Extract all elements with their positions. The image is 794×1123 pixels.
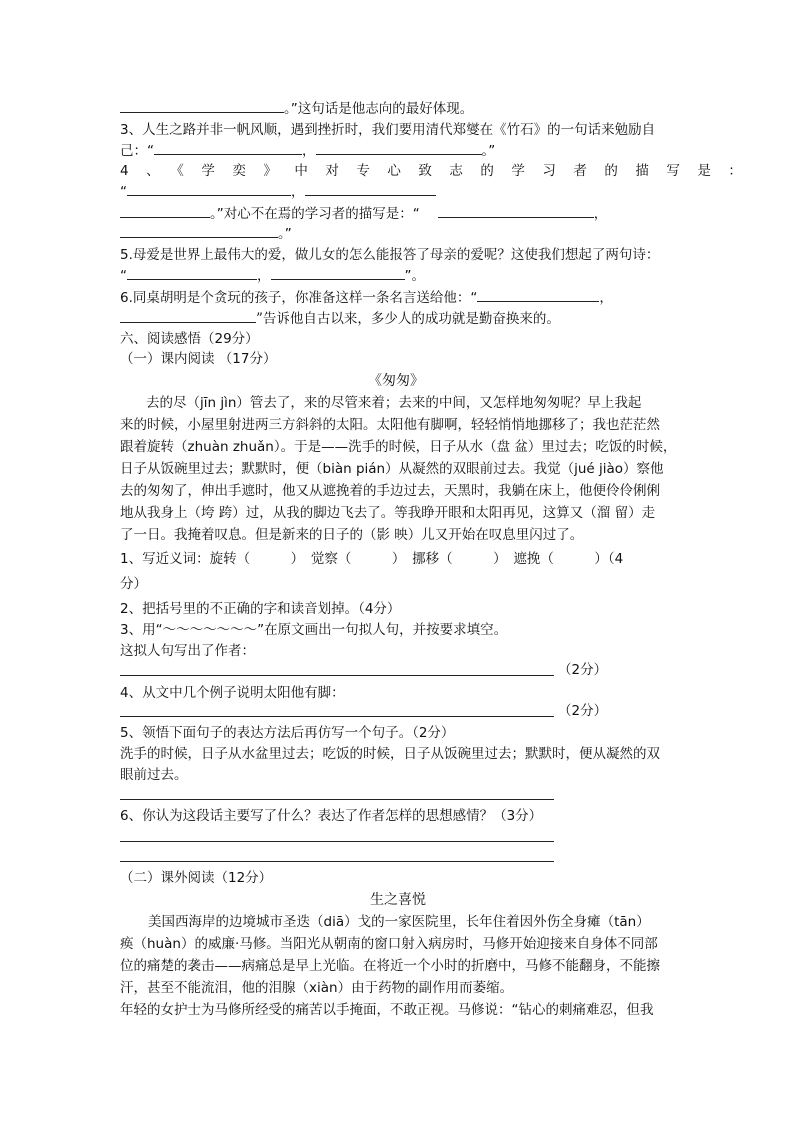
question-4-text: 4、《学奕》中对专心致志的学习者的描写是： [120, 163, 760, 179]
question-personification-sub: 这拟人句写出了作者： [120, 643, 255, 659]
answer-blank[interactable] [120, 204, 210, 218]
score-label: （2分） [558, 662, 608, 678]
question-sun-feet: 4、从文中几个例子说明太阳他有脚： [120, 685, 345, 701]
passage-line: 日子从饭碗里过去；默默时，便（biàn pián）从凝然的双眼前过去。我觉（jué jiào）察他 [120, 461, 664, 477]
question-4-blanks-1: “ ， [120, 182, 436, 201]
question-synonyms-score: 分） [120, 576, 147, 592]
passage-2-line: 痪（huàn）的威廉·马修。当阳光从朝南的窗口射入病房时，马修开始迎接来自身体不同部 [120, 936, 658, 952]
quoted-sentence: 洗手的时候，日子从水盆里过去；吃饭的时候，日子从饭碗里过去；默默时，便从凝然的双 [120, 746, 660, 762]
score-label: （2分） [558, 703, 608, 719]
question-4-blanks-3: 。” [120, 224, 292, 243]
answer-blank[interactable] [127, 266, 257, 280]
passage-line: 去的匆匆了，伸出手遮时，他又从遮挽着的手边过去，天黑时，我躺在床上，他便伶伶俐俐 [120, 483, 660, 499]
question-personification: 3、用“～～～～～～～”在原文画出一句拟人句，并按要求填空。 [120, 622, 508, 638]
passage-2-line: 位的痛楚的袭击——病痛总是早上光临。在将近一个小时的折磨中，马修不能翻身，不能擦 [120, 958, 660, 974]
question-synonyms: 1、写近义词：旋转（ ） 觉察（ ） 挪移（ ） 遮挽（ ）（4 [120, 551, 624, 567]
passage-line: 了一日。我掩着叹息。但是新来的日子的（影 映）儿又开始在叹息里闪过了。 [120, 527, 584, 543]
passage-2-line: 美国西海岸的边境城市圣迭（diā）戈的一家医院里，长年住着因外伤全身瘫（tān） [148, 914, 650, 930]
passage-line: 跟着旋转（zhuàn zhuǎn）。于是——洗手的时候，日子从水（盘 盆）里过去；吃饭的时候， [120, 439, 677, 455]
question-imitate: 5、领悟下面句子的表达方法后再仿写一个句子。（2分） [120, 725, 455, 741]
fill-line-tail: 。”这句话是他志向的最好体现。 [120, 99, 473, 118]
answer-blank[interactable] [316, 141, 482, 155]
question-main-idea: 6、你认为这段话主要写了什么？表达了作者怎样的思想感情？（3分） [120, 808, 543, 824]
passage-line: 去的尽（jīn jìn）管去了，来的尽管来着；去来的中间，又怎样地匆匆呢？早上我起 [146, 395, 642, 411]
answer-blank[interactable] [438, 204, 594, 218]
passage-2-title: 生之喜悦 [370, 892, 426, 908]
passage-line: 来的时候，小屋里射进两三方斜斜的太阳。太阳他有脚啊，轻轻悄悄地挪移了；我也茫茫然 [120, 417, 660, 433]
answer-line[interactable] [120, 716, 554, 717]
answer-line[interactable] [120, 675, 554, 676]
passage-line: 地从我身上（垮 跨）过，从我的脚边飞去了。等我睁开眼和太阳再见，这算又（溜 留）走 [120, 505, 656, 521]
part-2-heading: （二）课外阅读（12分） [120, 870, 273, 886]
question-5-text: 5.母爱是世界上最伟大的爱，做儿女的怎么能报答了母亲的爱呢？这使我们想起了两句诗： [120, 247, 660, 263]
quoted-sentence-end: 眼前过去。 [120, 767, 188, 783]
answer-blank[interactable] [154, 141, 302, 155]
question-3-blanks: 己：“ ， 。” [120, 143, 496, 159]
passage-2-line: 年轻的女护士为马修所经受的痛苦以手掩面，不敢正视。马修说：“钻心的刺痛难忍，但我 [120, 1002, 654, 1018]
answer-line[interactable] [120, 861, 554, 862]
question-cross-out: 2、把括号里的不正确的字和读音划掉。（4分） [120, 601, 401, 617]
answer-line[interactable] [120, 799, 554, 800]
question-3-text: 3、人生之路并非一帆风顺，遇到挫折时，我们要用清代郑燮在《竹石》的一句话来勉励自 [120, 122, 656, 138]
answer-blank[interactable] [305, 182, 436, 196]
answer-blank[interactable] [271, 266, 405, 280]
answer-line[interactable] [120, 841, 554, 842]
question-6-continued: ”告诉他自古以来，多少人的成功就是勤奋换来的。 [120, 309, 560, 328]
part-1-heading: （一）课内阅读 （17分） [120, 351, 277, 367]
question-4-blanks-2: 。”对心不在焉的学习者的描写是：“ ， [120, 204, 607, 223]
answer-blank[interactable] [127, 182, 291, 196]
passage-title: 《匆匆》 [368, 373, 424, 389]
passage-2-line: 汗，甚至不能流泪，他的泪腺（xiàn）由于药物的副作用而萎缩。 [120, 980, 514, 996]
answer-blank[interactable] [120, 224, 278, 238]
question-5-blanks: “ ， ”。 [120, 268, 425, 284]
answer-blank[interactable] [120, 99, 284, 113]
section-heading: 六、阅读感悟（29分） [120, 331, 259, 347]
answer-blank[interactable] [120, 309, 256, 323]
question-6-text: 6.同桌胡明是个贪玩的孩子，你准备这样一条名言送给他：“ ， [120, 290, 613, 306]
answer-blank[interactable] [477, 288, 599, 302]
